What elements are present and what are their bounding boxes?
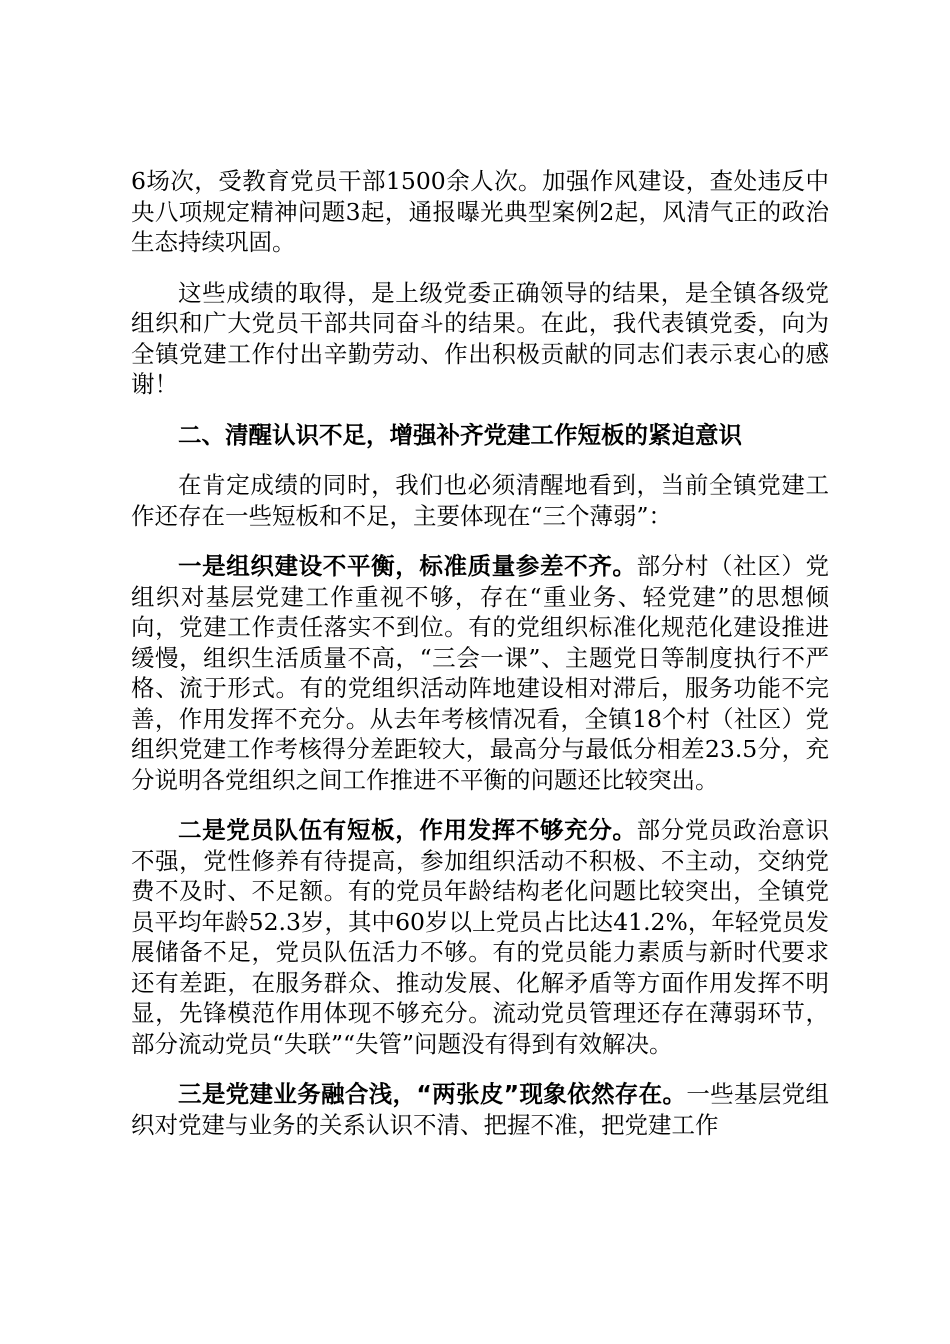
document-page [131, 166, 829, 1160]
paragraph-point-one [131, 551, 829, 795]
point-three-body: 一些基层党组织对党建与业务的关系认识不清、把握不准，把党建工作 [131, 1080, 829, 1139]
point-three-lead: 三是党建业务融合浅，“两张皮”现象依然存在。 [178, 1080, 687, 1108]
section-heading: 二、清醒认识不足，增强补齐党建工作短板的紧迫意识 [178, 420, 742, 449]
paragraph-continuation: 6场次，受教育党员干部1500余人次。加强作风建设，查处违反中央八项规定精神问题3起，通报曝光典型案例2起，风清气正的政治生态持续巩固。 [131, 167, 829, 256]
paragraph-thanks: 这些成绩的取得，是上级党委正确领导的结果，是全镇各级党组织和广大党员干部共同奋斗的结果。在此，我代表镇党委，向为全镇党建工作付出辛勤劳动、作出积极贡献的同志们表示衷心的感谢！ [131, 278, 829, 398]
point-one-body: 部分村（社区）党组织对基层党建工作重视不够，存在“重业务、轻党建”的思想倾向，党建工作责任落实不到位。有的党组织标准化规范化建设推进缓慢，组织生活质量不高，“三会一课”、主题党日等制度执行不严格、流于形式。有的党组织活动阵地建设相对滞后，服务功能不完善，作用发挥不充分。从去年考核情况看，全镇18个村（社区）党组织党建工作考核得分差距较大，最高分与最低分相差23.5分，充分说明各党组织之间工作推进不平衡的问题还比较突出。 [131, 552, 830, 794]
point-one-lead: 一是组织建设不平衡，标准质量参差不齐。 [178, 552, 637, 580]
paragraph-point-three [131, 1079, 829, 1140]
point-two-body: 部分党员政治意识不强，党性修养有待提高，参加组织活动不积极、不主动，交纳党费不及时、不足额。有的党员年龄结构老化问题比较突出，全镇党员平均年龄52.3岁，其中60岁以上党员占比达41.2%，年轻党员发展储备不足，党员队伍活力不够。有的党员能力素质与新时代要求还有差距，在服务群众、推动发展、化解矛盾等方面作用发挥不明显，先锋模范作用体现不够充分。流动党员管理还存在薄弱环节，部分流动党员“失联”“失管”问题没有得到有效解决。 [131, 816, 830, 1058]
paragraph-point-two [131, 815, 829, 1059]
paragraph-intro: 在肯定成绩的同时，我们也必须清醒地看到，当前全镇党建工作还存在一些短板和不足，主要体现在“三个薄弱”： [131, 471, 829, 530]
point-two-lead: 二是党员队伍有短板，作用发挥不够充分。 [178, 816, 637, 844]
